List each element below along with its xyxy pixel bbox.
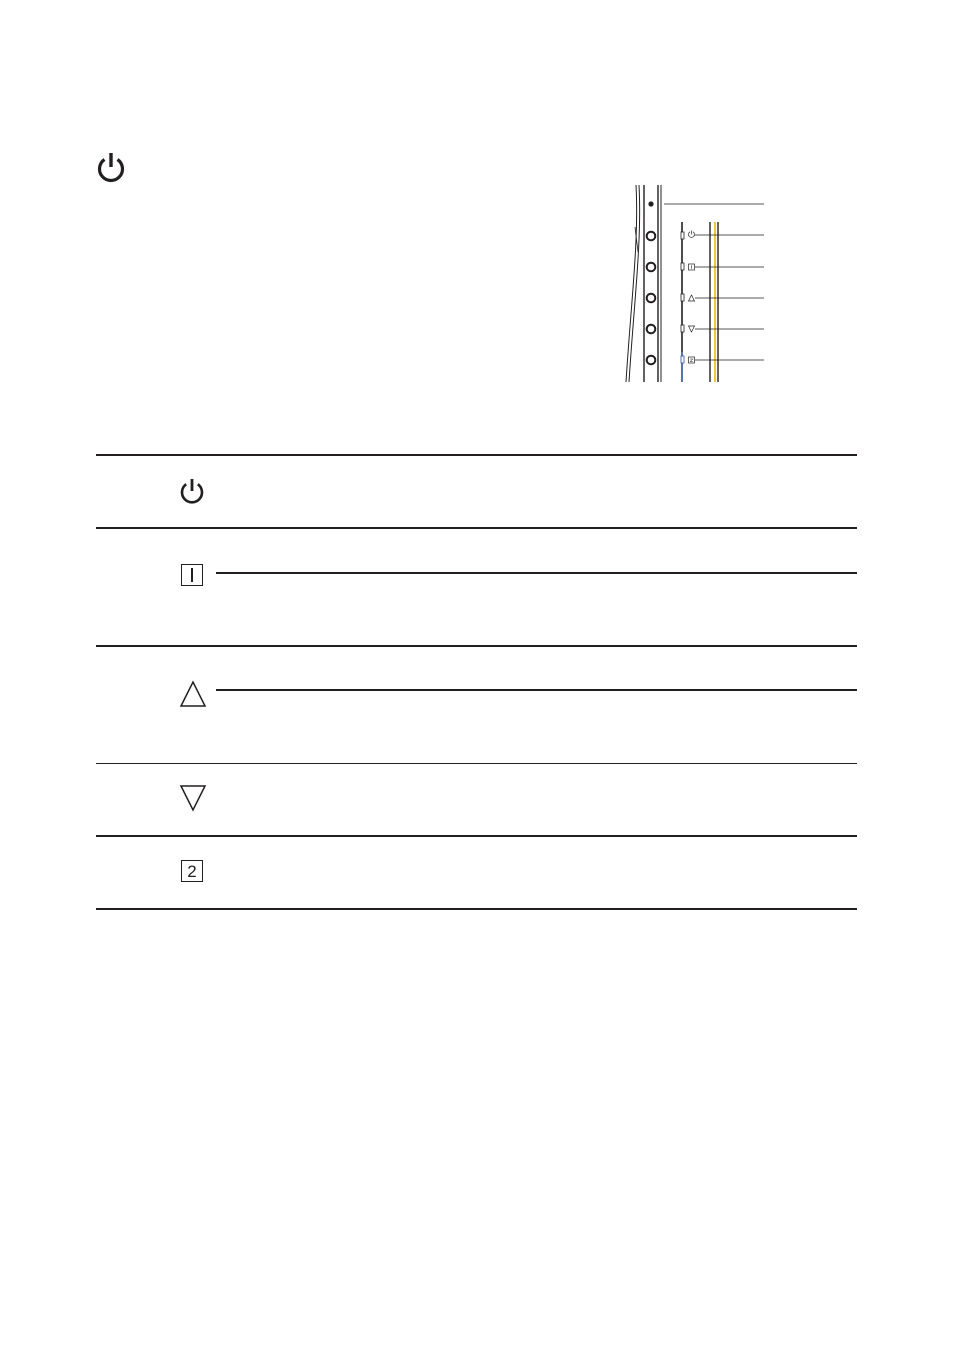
table-row-down	[96, 764, 857, 836]
led-indicator	[648, 201, 653, 206]
table-row-up	[96, 647, 857, 763]
row-sub-rule	[216, 689, 857, 691]
input-1-icon-label	[191, 568, 193, 582]
header-power-icon	[95, 150, 127, 184]
table-rule-bottom	[96, 908, 857, 910]
input-1-icon	[181, 564, 203, 586]
down-triangle-icon	[179, 784, 207, 812]
monitor-side-diagram	[620, 182, 770, 387]
row-sub-rule	[216, 572, 857, 574]
table-row-input-2	[96, 837, 857, 908]
input-2-icon	[181, 860, 203, 882]
table-row-power	[96, 456, 857, 528]
power-icon	[178, 476, 206, 506]
up-triangle-icon	[179, 680, 207, 708]
input-2-icon-label: 2	[187, 861, 197, 881]
table-row-input-1	[96, 529, 857, 645]
